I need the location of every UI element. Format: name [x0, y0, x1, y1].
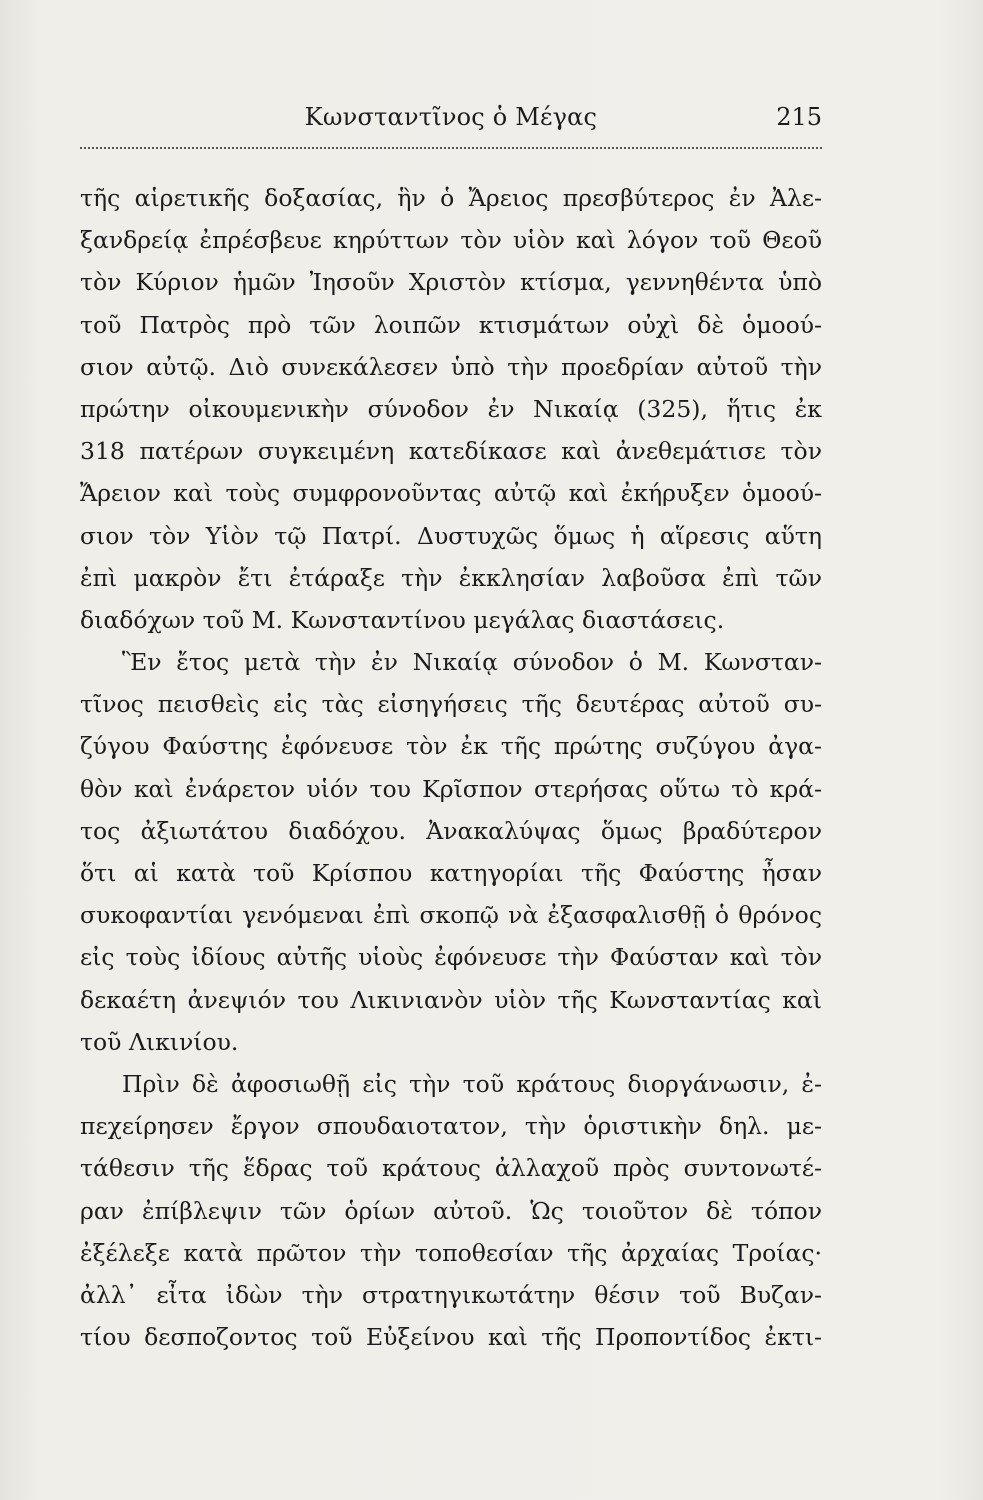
- body-text: [80, 177, 822, 1358]
- text-line: τίου δεσποζοντος τοῦ Εὐξείνου καὶ τῆς Προποντίδος ἐκτι-: [80, 1323, 822, 1352]
- text-line: τὸν Κύριον ἡμῶν Ἰησοῦν Χριστὸν κτίσμα, γεννηθέντα ὑπὸ: [80, 268, 822, 297]
- text-line: Ἓν ἔτος μετὰ τὴν ἐν Νικαίᾳ σύνοδον ὁ Μ. Κωνσταν-: [122, 648, 822, 677]
- text-line: συκοφαντίαι γενόμεναι ἐπὶ σκοπῷ νὰ ἐξασφαλισθῇ ὁ θρόνος: [80, 901, 822, 930]
- text-line: διαδόχων τοῦ Μ. Κωνσταντίνου μεγάλας διαστάσεις.: [80, 605, 725, 634]
- header-rule: [80, 147, 822, 149]
- text-line: θὸν καὶ ἐνάρετον υἱόν του Κρῖσπον στερήσας οὕτω τὸ κρά-: [80, 774, 822, 803]
- text-line: ἐπὶ μακρὸν ἔτι ἐτάραξε τὴν ἐκκλησίαν λαβοῦσα ἐπὶ τῶν: [80, 563, 822, 592]
- text-line: σιον τὸν Υἱὸν τῷ Πατρί. Δυστυχῶς ὅμως ἡ αἵρεσις αὕτη: [80, 521, 822, 550]
- text-line: σιον αὐτῷ. Διὸ συνεκάλεσεν ὑπὸ τὴν προεδρίαν αὐτοῦ τὴν: [80, 352, 822, 381]
- text-line: πεχείρησεν ἔργον σπουδαιοτατον, τὴν ὁριστικὴν δηλ. με-: [80, 1112, 822, 1141]
- page-header: [80, 95, 822, 139]
- text-line: τοῦ Λικινίου.: [80, 1027, 239, 1056]
- text-line: πρώτην οἰκουμενικὴν σύνοδον ἐν Νικαίᾳ (325), ἥτις ἐκ: [80, 394, 822, 423]
- text-line: Ἄρειον καὶ τοὺς συμφρονοῦντας αὐτῷ καὶ ἐκήρυξεν ὁμοού-: [80, 479, 822, 508]
- text-line: 318 πατέρων συγκειμένη κατεδίκασε καὶ ἀνεθεμάτισε τὸν: [80, 437, 822, 466]
- text-line: Πρὶν δὲ ἀφοσιωθῇ εἰς τὴν τοῦ κράτους διοργάνωσιν, ἐ-: [122, 1069, 822, 1098]
- text-line: ξανδρείᾳ ἐπρέσβευε κηρύττων τὸν υἱὸν καὶ λόγον τοῦ Θεοῦ: [80, 226, 822, 255]
- text-line: τοῦ Πατρὸς πρὸ τῶν λοιπῶν κτισμάτων οὐχὶ δὲ ὁμοού-: [80, 310, 822, 339]
- page-number: 215: [776, 103, 822, 131]
- text-line: ἀλλ᾽ εἶτα ἰδὼν τὴν στρατηγικωτάτην θέσιν τοῦ Βυζαν-: [80, 1280, 822, 1309]
- text-line: τῆς αἱρετικῆς δοξασίας, ἣν ὁ Ἄρειος πρεσβύτερος ἐν Ἀλε-: [80, 184, 822, 212]
- text-line: ἐξέλεξε κατὰ πρῶτον τὴν τοποθεσίαν τῆς ἀρχαίας Τροίας·: [80, 1238, 822, 1267]
- text-line: ραν ἐπίβλεψιν τῶν ὁρίων αὐτοῦ. Ὡς τοιοῦτον δὲ τόπον: [80, 1196, 822, 1225]
- text-line: εἰς τοὺς ἰδίους αὐτῆς υἱοὺς ἐφόνευσε τὴν Φαύσταν καὶ τὸν: [80, 943, 822, 972]
- text-line: ζύγου Φαύστης ἐφόνευσε τὸν ἐκ τῆς πρώτης συζύγου ἀγα-: [80, 732, 822, 761]
- text-line: ὅτι αἱ κατὰ τοῦ Κρίσπου κατηγορίαι τῆς Φαύστης ἦσαν: [80, 859, 822, 887]
- text-line: δεκαέτη ἀνεψιόν του Λικινιανὸν υἱὸν τῆς Κωνσταντίας καὶ: [80, 985, 822, 1014]
- running-title: Κωνσταντῖνος ὁ Μέγας: [304, 103, 598, 131]
- text-line: τος ἀξιωτάτου διαδόχου. Ἀνακαλύψας ὅμως βραδύτερον: [80, 816, 822, 845]
- text-line: τῖνος πεισθεὶς εἰς τὰς εἰσηγήσεις τῆς δευτέρας αὐτοῦ συ-: [80, 690, 822, 719]
- text-line: τάθεσιν τῆς ἕδρας τοῦ κράτους ἀλλαχοῦ πρὸς συντονωτέ-: [80, 1154, 822, 1183]
